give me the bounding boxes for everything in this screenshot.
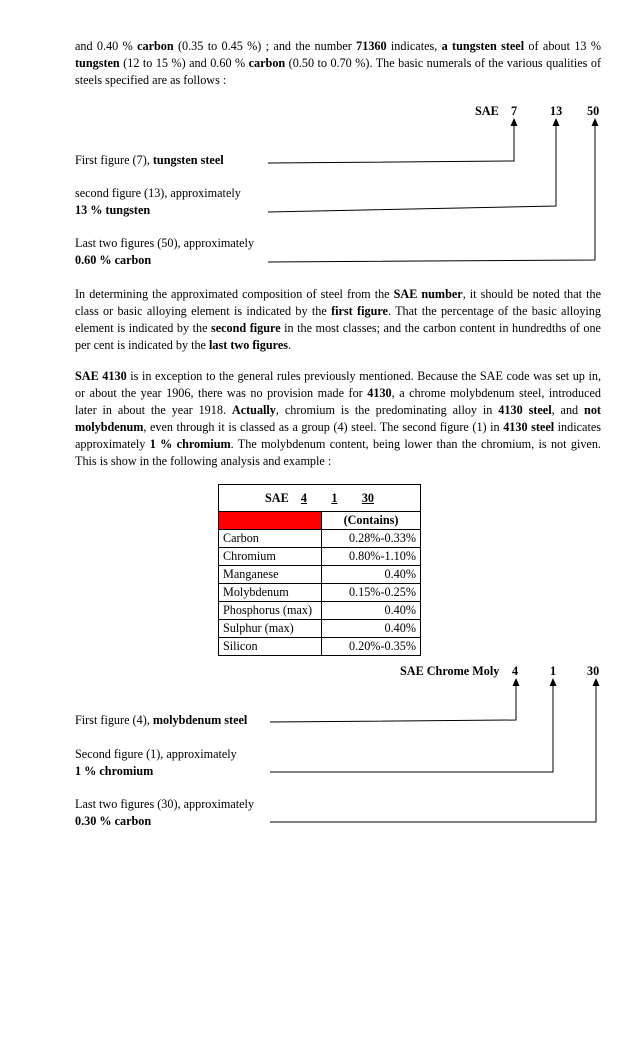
diagram1-digits-50: 50 [587,104,600,118]
table-cell-element: Chromium [219,548,322,566]
sae4130-paragraph: SAE 4130 is in exception to the general rules previously mentioned. Because the SAE code was set up in, or about the year 1906, there was no provision made for 4130, a chrome molybdenum steel, introduced later in about the year 1918. Actually, chromium is the predominating alloy in 4130 steel, and not molybdenum, even through it is classed as a group (4) steel. The second figure (1) in 4130 steel indicates approximately 1 % chromium. The molybdenum content, being lower than the chromium, is not given. This is show in the following analysis and example : [75,369,602,468]
table-cell-value: 0.15%-0.25% [322,584,421,602]
table-row [219,548,421,566]
intro-paragraph: and 0.40 % carbon (0.35 to 0.45 %) ; and the number 71360 indicates, a tungsten steel of about 13 % tungsten (12 to 15 %) and 0.60 % carbon (0.50 to 0.70 %). The basic numerals of the various qualities of steels specified are as follows : [75,39,602,87]
diagram1-arrowhead-last [592,118,599,126]
diagram1-label-last: Last two figures (50), approximately 0.60 % carbon [75,236,255,267]
table-row [219,602,421,620]
determining-paragraph: In determining the approximated composition of steel from the SAE number, it should be noted that the class or basic alloying element is indicated by the first figure. That the percentage of the basic alloying element is indicated by the second figure in the most classes; and the carbon content in hundredths of one per cent is indicated by the last two figures. [75,287,601,352]
diagram1-arrowhead-second [553,118,560,126]
diagram2-digit-4: 4 [512,664,519,678]
diagram1-connector-last [268,122,595,262]
diagram1-digits-13: 13 [550,104,563,118]
diagram1-arrowhead-first [511,118,518,126]
diagram2-digits-30: 30 [587,664,600,678]
diagram1-label-first: First figure (7), tungsten steel [75,153,224,167]
diagram1-prefix: SAE [475,104,499,118]
table-contains-header: (Contains) [322,512,421,530]
diagram2-connector-last [270,682,596,822]
table-row [219,566,421,584]
table-subheader-row [219,512,421,530]
table-cell-element: Manganese [219,566,322,584]
table-cell-element: Carbon [219,530,322,548]
table-cell-value: 0.40% [322,566,421,584]
table-cell-value: 0.28%-0.33% [322,530,421,548]
composition-table [218,484,421,656]
table-cell-value: 0.40% [322,602,421,620]
diagram2-label-second: Second figure (1), approximately 1 % chromium [75,747,237,778]
diagram2-connector-second [270,682,553,772]
table-cell-element: Sulphur (max) [219,620,322,638]
table-cell-value: 0.40% [322,620,421,638]
diagram1-label-second: second figure (13), approximately 13 % tungsten [75,186,241,217]
table-cell-value: 0.20%-0.35% [322,638,421,656]
diagram2-prefix: SAE Chrome Moly [400,664,500,678]
table-row [219,620,421,638]
table-row [219,530,421,548]
table-row [219,584,421,602]
table-cell-element: Phosphorus (max) [219,602,322,620]
table-row [219,638,421,656]
diagram2-label-last: Last two figures (30), approximately 0.30 % carbon [75,797,255,828]
diagram2-label-first: First figure (4), molybdenum steel [75,713,248,727]
diagram1-connector-first [268,122,514,163]
table-header-row [219,485,421,512]
diagram1-connector-second [268,122,556,212]
diagram1-digit-7: 7 [511,104,518,118]
diagram2-digit-1: 1 [550,664,557,678]
table-red-cell [219,512,322,530]
table-sae-heading: SAE 4 1 30 [219,485,421,512]
table-cell-value: 0.80%-1.10% [322,548,421,566]
table-cell-element: Silicon [219,638,322,656]
table-cell-element: Molybdenum [219,584,322,602]
diagram2-connector-first [270,682,516,722]
